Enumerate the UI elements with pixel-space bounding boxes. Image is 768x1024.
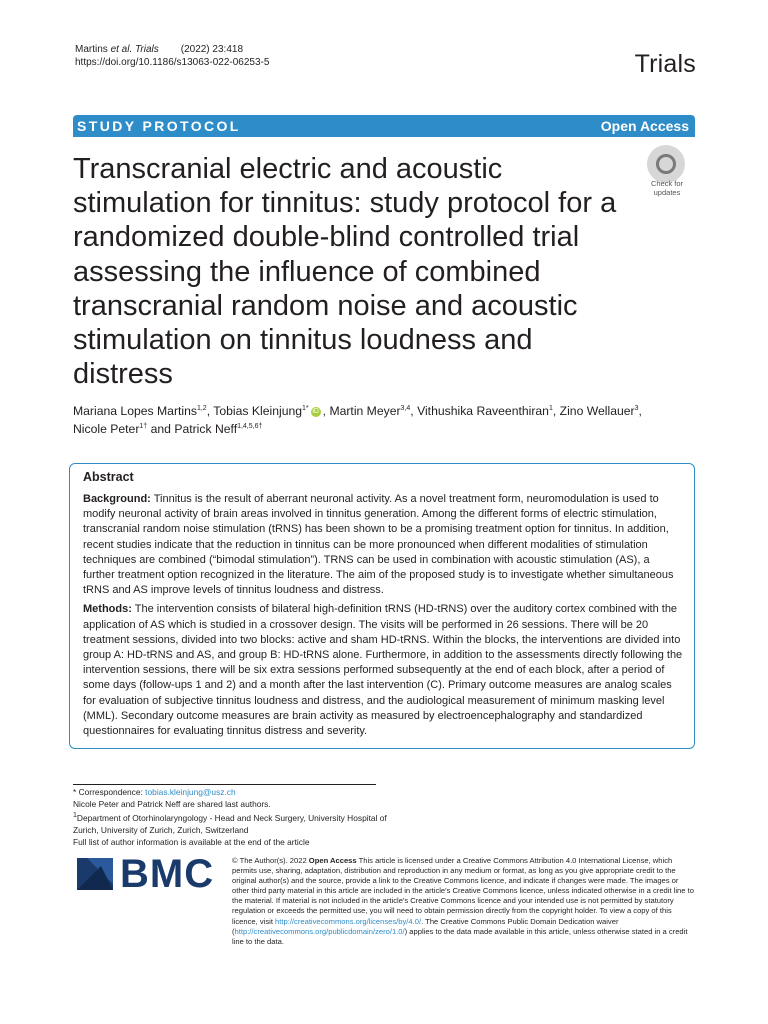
license-statement (232, 856, 694, 947)
author-affiliation: 1,4,5,6† (237, 423, 263, 431)
author-joiner: and (150, 422, 171, 437)
cc-zero-waiver-link[interactable]: http://creativecommons.org/publicdomain/zero/1.0/ (234, 926, 405, 936)
check-for-updates-line2: updates (653, 187, 681, 197)
author-affiliation: 1* (302, 405, 309, 412)
author-affiliation: 1,2 (196, 405, 207, 412)
author-list: Mariana Lopes Martins$^{1,2}$, Tobias Kleinjung$^{1*}$ iD , Martin Meyer$^{3,4}$, Vithushika Raveenthiran$^1$, Zino Wellauer$^3$, Nicole Peter$^{1\dagger}$ and Patrick Neff$^{1,4,5,6\dagger}$ (73, 404, 642, 437)
license-text-3: ) applies to the data made available in this article, unless otherwise stated in a credit line to the data. (232, 926, 688, 946)
citation-header (75, 43, 269, 69)
footnotes (73, 787, 403, 848)
author-name: Tobias Kleinjung (213, 404, 303, 419)
author-name: Martin Meyer (329, 404, 401, 419)
citation-authors: Martins (75, 44, 111, 55)
bmc-logo-text: BMC (120, 852, 215, 896)
license-text-1: This article is licensed under a Creative Commons Attribution 4.0 International License, which permits use, sharing, adaptation, distribution and reproduction in any medium or format, as long as you give appropriate credit to the original author(s) and the source, provide a link to the Creative Commons licence, and indicate if changes were made. The images or other third party material in this article are included in the article's Creative Commons licence, unless indicated otherwise in a credit line to the material. If material is not included in the article's Creative Commons licence and your intended use is not permitted by statutory regulation or exceeds the permitted use, you will need to obtain permission directly from the copyright holder. To view a copy of this licence, visit (232, 856, 694, 926)
author-name: Zino Wellauer (559, 404, 635, 419)
background-label: Background: (83, 493, 151, 505)
license-text-2: . The Creative Commons Public Domain Dedication waiver ( (232, 916, 619, 936)
author-affiliation: 1† (139, 423, 148, 431)
methods-label: Methods: (83, 603, 132, 616)
license-open-access: Open Access (308, 856, 357, 865)
affiliation-number: 1 (73, 812, 77, 820)
full-list-note: Full list of author information is available at the end of the article (73, 836, 310, 847)
open-access-label: Open Access (600, 118, 689, 134)
author-affiliation: 1 (548, 405, 553, 412)
background-text: Tinnitus is the result of aberrant neuronal activity. As a novel treatment form, neuromodulation is used to modify neuronal activity of brain areas involved in tinnitus generation. Among the different forms of electric stimulation, transcranial random noise stimulation (tRNS) has been shown to be a promising treatment option for tinnitus. In addition, recent studies indicate that the reduction in tinnitus can be more pronounced when different modalities of stimulation techniques are combined (“bimodal stimulation”). TRNS can be used in combination with acoustic stimulation (AS), a further treatment option recognized in the literature. The aim of the proposed study is to investigate whether simultaneous tRNS and AS improve levels of tinnitus loudness and distress. (83, 493, 674, 597)
shared-authorship-note: Nicole Peter and Patrick Neff are shared last authors. (73, 798, 271, 809)
methods-text: The intervention consists of bilateral high-definition tRNS (HD-tRNS) over the auditory cortex combined with the application of AS which is studied in a crossover design. The visits will be performed in 26 sessions. There will be 20 treatment sessions, divided into two blocks: active and sham HD-tRNS. Within the blocks, the interventions are divided into group A: HD-tRNS and AS, and group B: HD-tRNS alone. Furthermore, in addition to the assessments directly following the intervention sessions, there will be six extra sessions performed subsequently at the end of each block, after a period of some days (follow-ups 1 and 2) and a month after the last intervention (C). Primary outcome measures are analog scales for evaluation of subjective tinnitus loudness and distress, and the audiological measurement of minimum masking level (MML). Secondary outcome measures are brain activity as measured by electroencephalography and standardized questionnaires for evaluating tinnitus distress and severity. (83, 603, 683, 738)
citation-etal: et al. Trials (110, 44, 159, 55)
author-name: Nicole Peter (73, 422, 140, 437)
abstract-box (69, 463, 695, 749)
correspondence-email-link[interactable]: tobias.kleinjung@usz.ch (145, 787, 236, 797)
author-affiliation: 3 (634, 405, 639, 412)
affiliation-text: Department of Otorhinolaryngology - Head and Neck Surgery, University Hospital of Zurich, University of Zurich, Zurich, Switzerland (73, 813, 387, 835)
article-type: STUDY PROTOCOL (77, 118, 241, 134)
license-prefix: © The Author(s). 2022 (232, 856, 309, 865)
abstract-heading: Abstract (83, 470, 134, 484)
author-name: Patrick Neff (174, 422, 238, 437)
check-for-updates-badge[interactable] (641, 145, 693, 203)
author-affiliation: 3,4 (400, 405, 411, 412)
journal-name: Trials (634, 50, 696, 78)
abstract-methods (83, 602, 684, 739)
author-name: Mariana Lopes Martins (73, 404, 197, 419)
article-type-banner (73, 115, 695, 137)
footnote-divider (73, 784, 376, 785)
author-name: Vithushika Raveenthiran (417, 404, 549, 419)
check-for-updates-line1: Check for (650, 179, 684, 188)
abstract-background (83, 492, 684, 598)
bmc-logo (77, 854, 217, 894)
doi-link[interactable]: https://doi.org/10.1186/s13063-022-06253-5 (75, 57, 270, 68)
citation-year: (2022) 23:418 (180, 44, 244, 55)
check-for-updates-icon (647, 145, 685, 183)
article-title: Transcranial electric and acoustic stimulation for tinnitus: study protocol for a randomized double-blind controlled trial assessing the influence of combined transcranial random noise and acoustic stimulation on tinnitus loudness and distress (73, 153, 617, 391)
correspondence-label: * Correspondence: (73, 787, 146, 797)
cc-by-license-link[interactable]: http://creativecommons.org/licenses/by/4.0/ (275, 916, 422, 926)
orcid-icon[interactable]: iD (312, 407, 319, 415)
bmc-logo-icon (77, 854, 117, 894)
